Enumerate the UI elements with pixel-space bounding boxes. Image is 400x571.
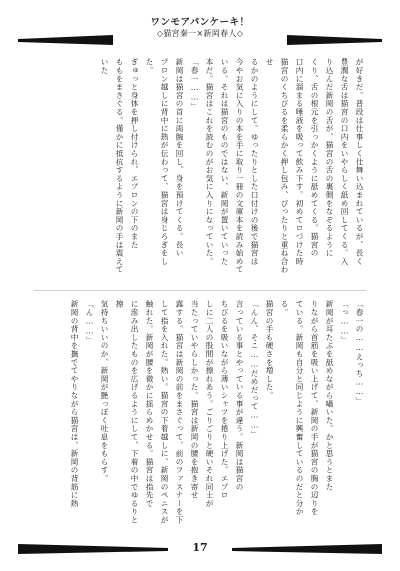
text-line: りながら首筋を吸い上げて、新岡の手が猫宮の胸の辺りを [310, 300, 319, 516]
text-line: 言っている事とやっている事が違う。新岡は猫宮の [235, 300, 244, 491]
text-line: り込んだ新岡の舌が、猫宮の舌の裏側をなぞるように [325, 58, 334, 258]
text-line: しに二人の股間が擦れあう。ごりごりと硬いそれ同士が [205, 300, 214, 508]
column-divider [34, 290, 366, 291]
text-line: くり、舌の根元を引っかくように舐めてくる。猫宮の [310, 58, 319, 258]
story-title: ワンモアパンケーキ！ [150, 17, 250, 28]
text-line: 「春一の……えっち……」 [355, 300, 364, 406]
text-line: 「っ……」 [340, 300, 349, 345]
text-line: が好きだ。普段は仕事しく仕舞い込まれているが、長く [355, 58, 364, 266]
text-line: 新岡が耳たぶを舐めながら囁いた。かと思うとまた [325, 300, 334, 491]
text-line: 露する。猫宮は新岡の前をまさぐって、前のファスナーを下 [175, 300, 184, 525]
text-line: して指を入れた。熱い。猫宮の下着越しに、新岡のペニスが [160, 300, 169, 525]
text-line: 猫宮のくちびるを柔らかく押し包み、ぴったりと重ね合わせ [265, 58, 289, 274]
text-line: ももをまさぐる。僅かに抵抗するように新岡の手は震えていた [100, 58, 124, 274]
text-line: ている。新岡も自分と同じように興奮しているのだと分かる。 [280, 300, 304, 516]
text-line: 新岡は猫宮の首に両腕を回し、身を預けてくる。長い [175, 58, 184, 258]
text-line: 当たっていやらしかった。猫宮は新岡の腰を抱き寄せ [190, 300, 199, 500]
text-line: 豊潤な舌は猫宮の口内をいやらしく舐め回してくる。入 [340, 58, 349, 266]
text-line: ちびるを吸いながら薄いシャツを捲り上げた。エプロ [220, 300, 229, 500]
text-line: 「春一……」 [190, 58, 199, 111]
text-line: 「ん……」 [85, 300, 94, 345]
text-line: プロン越しに背中に熱が伝わって、猫宮は身じろぎをした。 [145, 58, 169, 266]
text-column-top [55, 58, 367, 278]
text-line: 気持ちいいのか、新岡が艶っぽく吐息をもらす。 [100, 300, 109, 483]
text-line: ぎゅっと身体を押し付けられ、エプロンの下のまた [130, 58, 139, 249]
text-line: 口内に溜まる唾液を吸って飲み下す。初めてロづけた時 [295, 58, 304, 266]
page-number: 17 [192, 541, 208, 554]
text-line: 今やお気に入りの本を手に取り一冊の文庫本を読み始めて [235, 58, 244, 274]
text-line: 新岡の背中を撫でてやりながら猫宮は、新岡の背筋に熱 [70, 300, 79, 508]
text-line: 触れた。新岡が腰を微かに揺らめかせる。猫宮は指先で [145, 300, 154, 508]
text-line: 「んん、そこ……だめだって……」 [250, 300, 259, 439]
text-column-bottom [55, 300, 367, 528]
text-line: いる。それは猫宮のものではない、新岡が置いていった [220, 58, 229, 266]
text-line: るかのようにして。ゆったりとした口付けの後で猫宮は [250, 58, 259, 266]
story-subtitle: ◇猫宮秦一×新岡春人◇ [156, 29, 244, 38]
text-line: に滲み出したものを広げるようにして、下着の中でゆるりと擦 [115, 300, 139, 525]
text-line: 本だ。猫宮はこれを読むのがお気に入りになっていた。 [205, 58, 214, 266]
text-line: 猫宮の手も硬さを増した。 [265, 300, 274, 400]
